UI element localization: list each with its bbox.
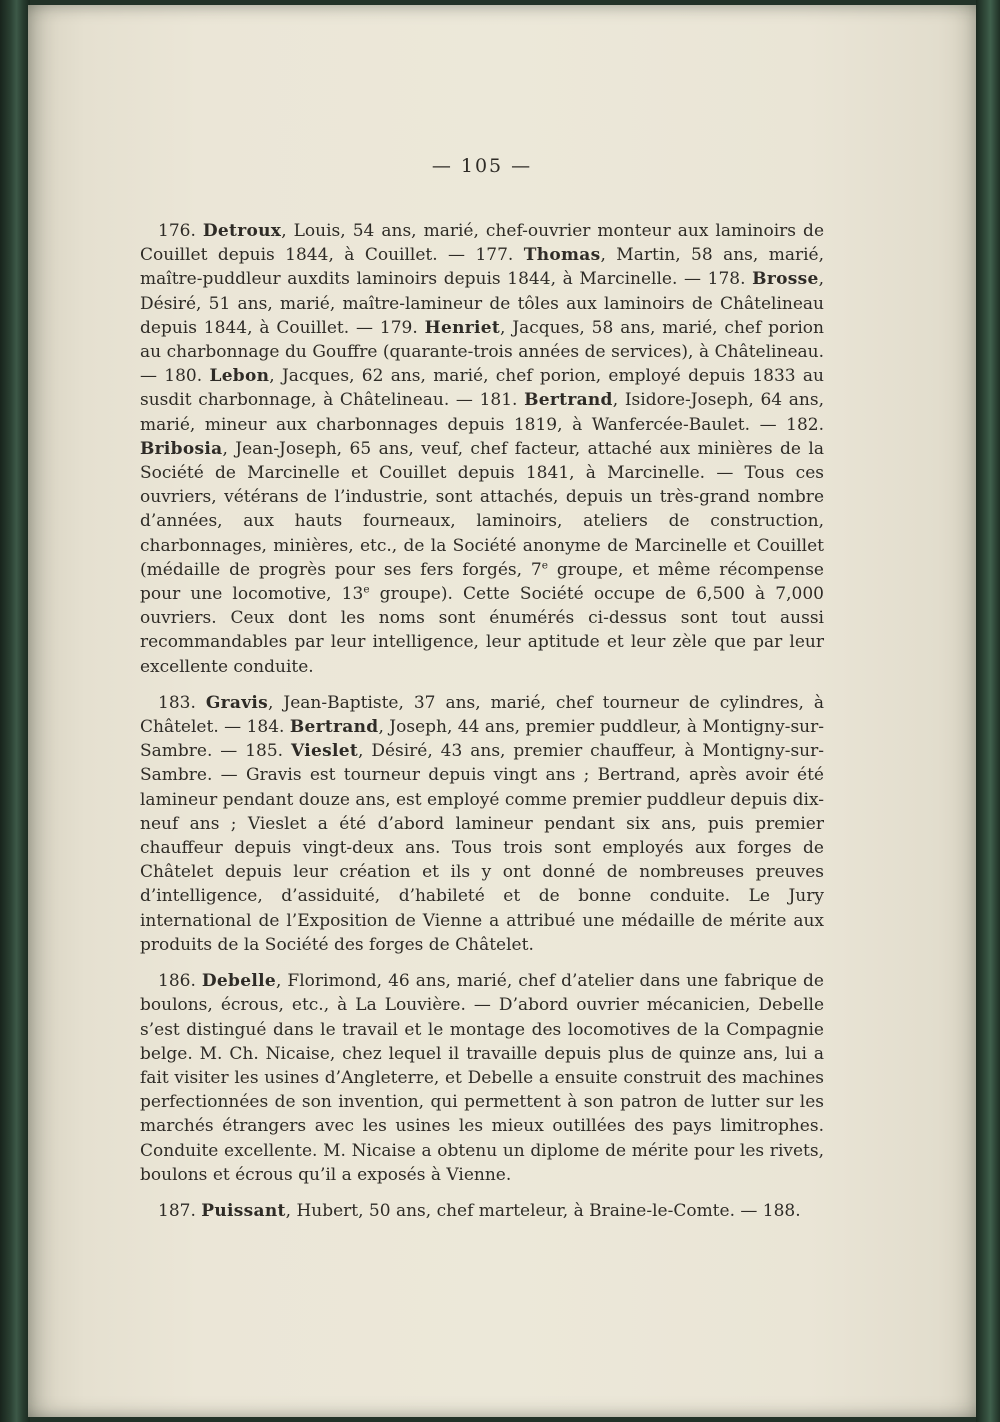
text-run: e (363, 583, 370, 596)
person-name: Bertrand (289, 717, 379, 738)
page-number: — 105 — (431, 155, 533, 177)
text-run: , Joseph, 44 ans, premier puddleur, à Montigny-sur-Sambre. — 185. (140, 717, 824, 762)
paragraph (140, 1199, 824, 1223)
text-run: 176. (158, 221, 203, 241)
text-run: , Désiré, 51 ans, marié, maître-lamineur de tôles aux laminoirs de Châtelineau depuis 1844, à Couillet. — 179. (140, 269, 824, 338)
person-name: Puissant (201, 1200, 286, 1221)
text-run: , Louis, 54 ans, marié, chef-ouvrier monteur aux laminoirs de Couillet depuis 1844, à Couillet. — 177. (140, 221, 825, 266)
text-run: , Jean-Baptiste, 37 ans, marié, chef tourneur de cylindres, à Châtelet. — 184. (140, 692, 824, 738)
person-name: Henriet (424, 317, 501, 338)
book-binding-left (0, 0, 30, 1422)
text-body (140, 219, 824, 1223)
paragraph (140, 969, 824, 1187)
text-run: , Jean-Joseph, 65 ans, veuf, chef facteur, attaché aux minières de la Société de Marcinelle et Couillet depuis 1841, à Marcinelle. — Tous ces ouvriers, vétérans de l’industrie, sont attachés, depuis un très-grand nombre d’années, aux hauts fourneaux, laminoirs, ateliers de construction, charbonnages, minières, etc., de la Société anonyme de Marcinelle et Couillet (médaille de progrès pour ses fers forgés, 7 (140, 438, 824, 580)
person-name: Lebon (209, 366, 270, 387)
text-run: 183. (158, 692, 206, 713)
text-run: e (541, 559, 548, 572)
person-name: Vieslet (291, 741, 358, 762)
person-name: Brosse (752, 269, 819, 290)
person-name: Gravis (205, 692, 269, 713)
paragraph (140, 219, 824, 679)
paragraph (140, 691, 824, 957)
text-run: , Jacques, 58 ans, marié, chef porion au charbonnage du Gouffre (quarante-trois années de services), à Châtelineau. — 180. (140, 317, 824, 387)
book-page (28, 5, 976, 1417)
person-name: Thomas (523, 245, 601, 266)
text-run: , Désiré, 43 ans, premier chauffeur, à Montigny-sur-Sambre. — Gravis est tourneur depuis vingt ans ; Bertrand, après avoir été lamineur pendant douze ans, est employé comme premier puddleur depuis dix-neuf ans ; Vieslet a été d’abord lamineur pendant six ans, puis premier chauffeur depuis vingt-deux ans. Tous trois sont employés aux forges de Châtelet depuis leur création et ils y ont donné de nombreuses preuves d’intelligence, d’assiduité, d’habileté et de bonne conduite. Le Jury international de l’Exposition de Vienne a attribué une médaille de mérite aux produits de la Société des forges de Châtelet. (140, 741, 824, 955)
person-name: Debelle (201, 971, 276, 992)
text-run: , Hubert, 50 ans, chef marteleur, à Braine-le-Comte. — 188. (285, 1200, 801, 1221)
text-run: 187. (158, 1200, 202, 1221)
text-run: , Jacques, 62 ans, marié, chef porion, employé depuis 1833 au susdit charbonnage, à Châtelineau. — 181. (140, 366, 824, 411)
text-run: groupe). Cette Société occupe de 6,500 à 7,000 ouvriers. Ceux dont les noms sont énumérés ci-dessus sont tout aussi recommandables par leur intelligence, leur aptitude et leur zèle que par leur excellente conduite. (140, 584, 824, 677)
text-run: groupe, et même récompense pour une locomotive, 13 (140, 559, 824, 605)
person-name: Detroux (202, 221, 282, 241)
text-run: , Florimond, 46 ans, marié, chef d’atelier dans une fabrique de boulons, écrous, etc., à La Louvière. — D’abord ouvrier mécanicien, Debelle s’est distingué dans le travail et le montage des locomotives de la Compagnie belge. M. Ch. Nicaise, chez lequel il travaille depuis plus de quinze ans, lui a fait visiter les usines d’Angleterre, et Debelle a ensuite construit des machines perfectionnées de son invention, qui permettent à son patron de lutter sur les marchés étrangers avec les usines les mieux outillées des pays limitrophes. Conduite excellente. M. Nicaise a obtenu un diplome de mérite pour les rivets, boulons et écrous qu’il a exposés à Vienne. (140, 971, 824, 1185)
person-name: Bertrand (524, 390, 613, 411)
text-run: , Isidore-Joseph, 64 ans, marié, mineur aux charbonnages depuis 1819, à Wanfercée-Baulet. — 182. (140, 390, 824, 435)
book-binding-right (976, 0, 1000, 1422)
text-run: , Martin, 58 ans, marié, maître-puddleur auxdits laminoirs depuis 1844, à Marcinelle. — 178. (140, 245, 824, 290)
text-run: 186. (158, 971, 202, 992)
person-name: Bribosia (140, 438, 223, 459)
page-text-block (140, 155, 824, 1235)
